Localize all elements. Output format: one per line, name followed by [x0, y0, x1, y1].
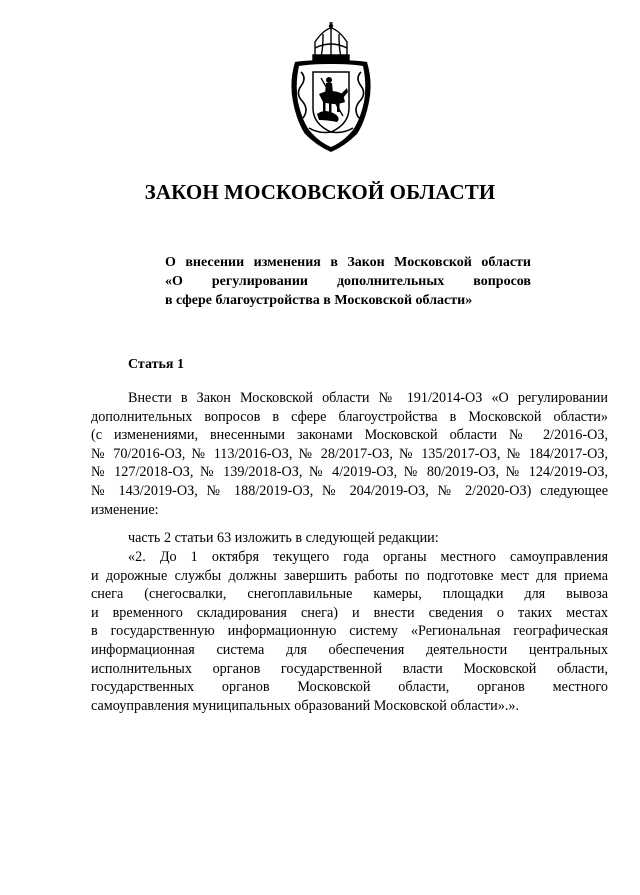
paragraph-line: изменение: — [91, 501, 159, 518]
subtitle-line: «О регулировании дополнительных вопросов — [165, 274, 531, 289]
quote-line: и временного складирования снега) и внести сведения о таких местах — [91, 604, 608, 621]
instruction-line: часть 2 статьи 63 изложить в следующей редакции: — [128, 530, 439, 546]
subtitle-line: О внесении изменения в Закон Московской области — [165, 255, 531, 270]
paragraph-line: № 70/2016-ОЗ, № 113/2016-ОЗ, № 28/2017-ОЗ, № 135/2017-ОЗ, № 184/2017-ОЗ, — [91, 445, 608, 462]
quote-line: государственных органов Московской области, органов местного — [91, 679, 608, 696]
article-heading: Статья 1 — [128, 357, 184, 372]
law-subtitle — [165, 253, 531, 310]
quote-line: исполнительных органов государственной власти Московской области, — [91, 660, 608, 677]
paragraph-line: (с изменениями, внесенными законами Московской области № 2/2016-ОЗ, — [91, 427, 608, 444]
law-title: ЗАКОН МОСКОВСКОЙ ОБЛАСТИ — [144, 180, 496, 204]
quote-line: и дорожные службы должны завершить работы по подготовке мест для приема — [91, 567, 608, 584]
paragraph-line: № 127/2018-ОЗ, № 139/2018-ОЗ, № 4/2019-ОЗ, № 80/2019-ОЗ, № 124/2019-ОЗ, — [91, 464, 608, 481]
quote-line: «2. До 1 октября текущего года органы местного самоуправления — [128, 549, 608, 565]
subtitle-line: в сфере благоустройства в Московской области» — [165, 293, 473, 308]
amended-text-quote — [91, 548, 608, 715]
paragraph-line: № 143/2019-ОЗ, № 188/2019-ОЗ, № 204/2019-ОЗ, № 2/2020-ОЗ) следующее — [91, 482, 608, 499]
quote-line: информационная система для обеспечения деятельности центральных — [91, 641, 608, 658]
quote-line: самоуправления муниципальных образований Московской области».». — [91, 697, 520, 714]
quote-line: в государственную информационную систему «Региональная географическая — [91, 623, 608, 640]
moscow-oblast-coat-of-arms-icon — [285, 22, 377, 154]
paragraph-line: Внести в Закон Московской области № 191/2014-ОЗ «О регулировании — [128, 390, 608, 406]
paragraph-line: дополнительных вопросов в сфере благоустройства в Московской области» — [91, 408, 608, 425]
change-instruction — [91, 529, 608, 548]
quote-line: снега (снегосвалки, снегоплавильные камеры, площадки для вывоза — [91, 586, 608, 603]
article-paragraph — [91, 389, 608, 519]
